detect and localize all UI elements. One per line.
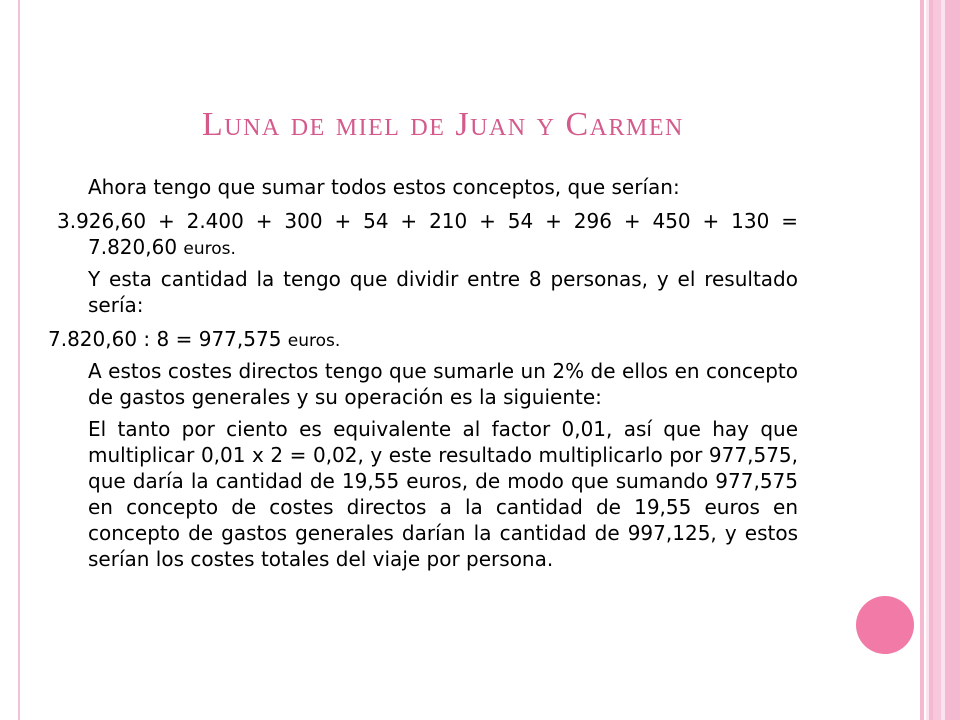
left-border-line	[18, 0, 20, 720]
sum-expression: 3.926,60 + 2.400 + 300 + 54 + 210 + 54 + 296 + 450 + 130 =	[57, 209, 798, 233]
right-stripe	[920, 0, 924, 720]
sum-result: 7.820,60	[88, 235, 178, 259]
division-paragraph	[48, 326, 798, 354]
intro-paragraph: Ahora tengo que sumar todos estos conceptos, que serían:	[88, 175, 680, 199]
sum-paragraph	[57, 208, 798, 262]
right-stripe	[933, 0, 941, 720]
divide-paragraph: Y esta cantidad la tengo que dividir entre 8 personas, y el resultado sería:	[88, 267, 798, 317]
division-expression: 7.820,60 : 8 = 977,575	[48, 327, 282, 351]
sum-unit: euros.	[183, 239, 236, 259]
division-unit: euros.	[287, 331, 341, 351]
final-paragraph: El tanto por ciento es equivalente al factor 0,01, así que hay que multiplicar 0,01 x 2 = 0,02, y este resultado multiplicarlo por 977,575, que daría la cantidad de 19,55 euros, de modo que sumando 977,575 en concepto de costes directos a la cantidad de 19,55 euros en concepto de gastos generales darían la cantidad de 997,125, y estos serían los costes totales del viaje por persona.	[88, 417, 798, 571]
decorative-circle	[856, 596, 914, 654]
sum-result-line	[60, 234, 798, 262]
right-stripe	[945, 0, 960, 720]
overhead-paragraph: A estos costes directos tengo que sumarle un 2% de ellos en concepto de gastos generales y su operación es la siguiente:	[88, 359, 798, 409]
slide-body	[48, 174, 798, 580]
slide-title: Luna de miel de Juan y Carmen	[202, 106, 684, 143]
